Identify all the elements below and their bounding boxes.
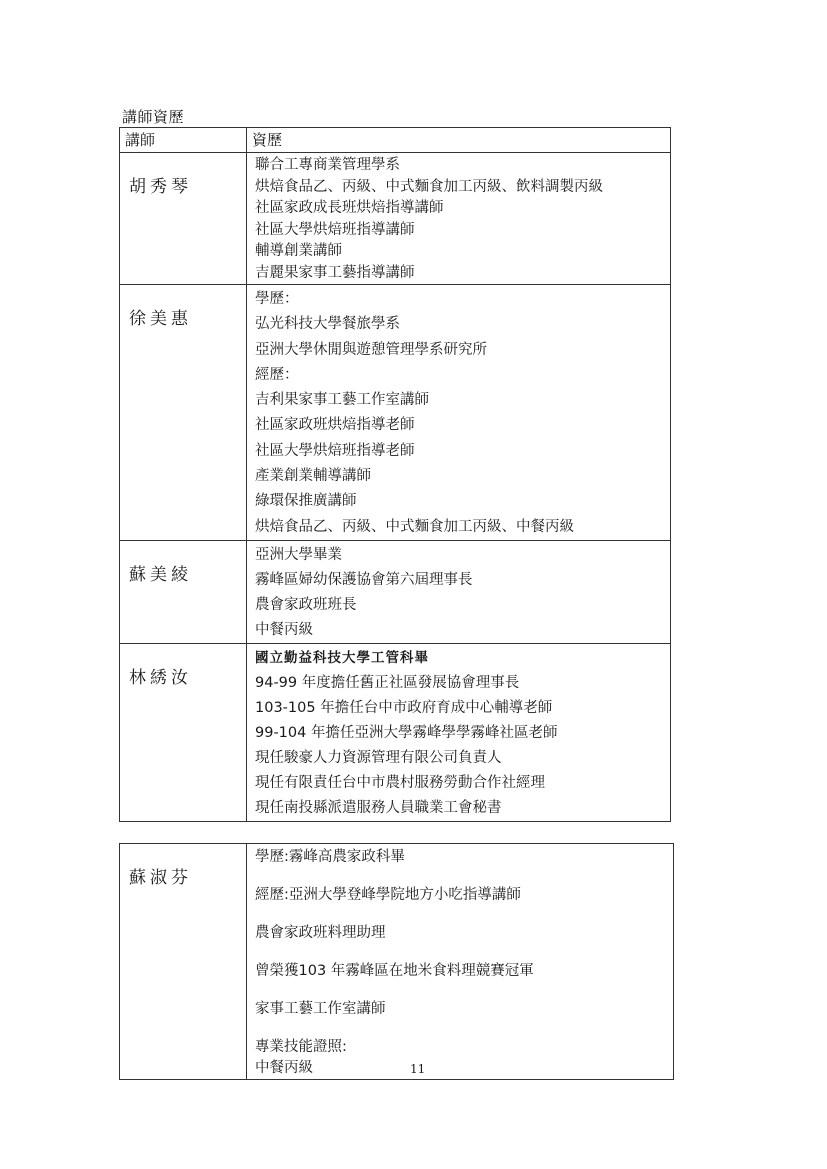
table-header-row [120, 128, 671, 153]
credential-item: 弘光科技大學餐旅學系 [255, 316, 400, 333]
credential-item: 中餐丙級 [255, 621, 313, 638]
instructor-name-cell [120, 643, 247, 821]
instructor-name-cell [120, 540, 247, 643]
credential-item: 社區大學烘焙班指導講師 [255, 221, 415, 238]
credential-item: 學歷： [255, 291, 299, 307]
table-row [120, 285, 671, 541]
instructor-name-cell [120, 153, 247, 285]
instructor-name-cell [120, 844, 247, 1080]
credentials-cell [247, 285, 671, 541]
instructor-table [119, 127, 671, 822]
instructor-name: 徐美惠 [129, 309, 192, 329]
credential-item: 現任駿豪人力資源管理有限公司負責人 [255, 749, 502, 766]
credential-item: 亞洲大學休閒與遊憩管理學系研究所 [255, 341, 487, 358]
credentials-cell [247, 844, 674, 1080]
table-row [120, 844, 674, 1080]
credential-item: 103-105 年擔任台中市政府育成中心輔導老師 [255, 699, 553, 716]
credential-item: 烘焙食品乙、丙級、中式麵食加工丙級、飲料調製丙級 [255, 178, 603, 195]
page-number: 11 [410, 1062, 426, 1076]
credential-item: 聯合工專商業管理學系 [255, 157, 400, 173]
credential-item: 吉麗果家事工藝指導講師 [255, 264, 415, 281]
instructor-name: 蘇淑芬 [129, 868, 192, 888]
table-row [120, 540, 671, 643]
instructor-name: 林綉汝 [129, 667, 192, 688]
credential-item: 吉利果家事工藝工作室講師 [255, 392, 429, 409]
credential-item: 專業技能證照: [255, 1039, 347, 1055]
credential-item: 中餐丙級 [255, 1060, 313, 1076]
credential-item: 霧峰區婦幼保護協會第六屆理事長 [255, 571, 473, 588]
credential-item: 99-104 年擔任亞洲大學霧峰學學霧峰社區老師 [255, 724, 558, 741]
credential-item: 現任南投縣派遣服務人員職業工會秘書 [255, 799, 502, 816]
credential-item: 國立勤益科技大學工管科畢 [255, 649, 429, 666]
credential-item: 現任有限責任台中市農村服務勞動合作社經理 [255, 774, 545, 791]
instructor-name: 胡秀琴 [129, 177, 192, 197]
credential-item: 輔導創業講師 [255, 243, 342, 259]
header-credentials: 資歷 [252, 131, 283, 149]
credentials-cell [247, 643, 671, 821]
credential-item: 亞洲大學畢業 [255, 546, 342, 563]
credential-item: 農會家政班料理助理 [255, 925, 386, 941]
header-credentials-cell [247, 128, 671, 153]
credential-item: 94-99 年度擔任舊正社區發展協會理事長 [255, 674, 520, 691]
credentials-cell [247, 153, 671, 285]
table-row [120, 643, 671, 821]
credential-item: 經歷： [255, 366, 299, 383]
credential-item: 經歷:亞洲大學登峰學院地方小吃指導講師 [255, 887, 521, 903]
header-instructor-cell [120, 128, 247, 153]
credential-item: 社區家政成長班烘焙指導講師 [255, 200, 444, 216]
credentials-list [247, 844, 673, 1079]
credentials-list [247, 541, 670, 643]
credential-item: 曾榮獲103 年霧峰區在地米食料理競賽冠軍 [255, 963, 534, 979]
credential-item: 社區家政班烘焙指導老師 [255, 417, 415, 434]
page-title: 講師資歷 [122, 108, 185, 126]
credential-item: 家事工藝工作室講師 [255, 1001, 386, 1017]
credential-item: 學歷:霧峰高農家政科畢 [255, 849, 405, 865]
credential-item: 產業創業輔導講師 [255, 468, 371, 485]
credentials-cell [247, 540, 671, 643]
credential-item: 社區大學烘焙班指導老師 [255, 442, 415, 459]
credential-item: 烘焙食品乙、丙級、中式麵食加工丙級、中餐丙級 [255, 518, 574, 535]
header-instructor: 講師 [125, 131, 156, 149]
instructor-table-continued [119, 843, 674, 1080]
credential-item: 綠環保推廣講師 [255, 493, 357, 510]
credentials-list [247, 644, 670, 821]
table-row [120, 153, 671, 285]
credentials-list [247, 153, 670, 284]
instructor-name: 蘇美綾 [129, 564, 192, 585]
instructor-name-cell [120, 285, 247, 541]
credentials-list [247, 285, 670, 540]
credential-item: 農會家政班班長 [255, 596, 357, 613]
